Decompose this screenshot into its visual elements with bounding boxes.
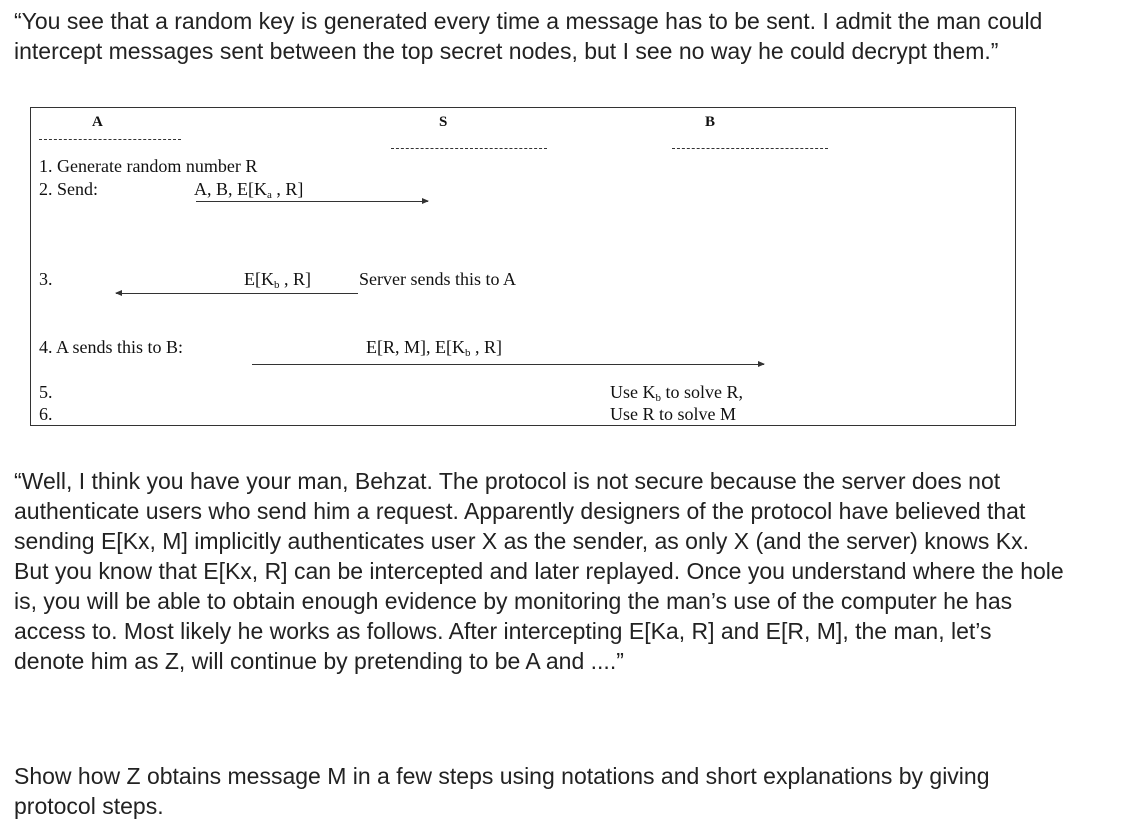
party-s-divider [391,148,547,149]
question-paragraph: Show how Z obtains message M in a few steps using notations and short explanations by giving protocol steps. [14,763,990,819]
step-4-arrow [252,364,764,365]
step-4-message: E[R, M], $E[K_b$ , R] [366,337,502,359]
step-5-text: Use $K_b$ to solve R, [610,382,744,404]
step-5-label: 5. [39,382,53,402]
step-2-label: 2. Send: [39,179,99,199]
party-s-label: S [439,114,448,130]
step-1-text: 1. Generate random number R [39,156,258,176]
analysis-paragraph: “Well, I think you have your man, Behzat. The protocol is not secure because the server does not authenticate users who send him a request. Apparently designers of the protocol have believed that sending E[Kx, M] implicitly authenticates user X as the sender, as only X (and the server) knows Kx. But you know that E[Kx, R] can be intercepted and later replayed. Once you understand where the hole is, you will be able to obtain enough evidence by monitoring the man’s use of the computer he has access to. Most likely he works as follows. After intercepting E[Ka, R] and E[R, M], the man, let’s denote him as Z, will continue by pretending to be A and ....” [14,468,1064,674]
party-a-label: A [92,114,103,130]
protocol-diagram [30,107,1016,426]
step-3-note: Server sends this to A [359,269,516,289]
step-2-arrow [196,201,428,202]
step-3-label: 3. [39,269,53,289]
step-3-arrow [116,293,358,294]
step-4-label: 4. A sends this to B: [39,337,184,357]
step-2-message: A, B, $E[K_a$ , R] [194,179,304,201]
step-6-label: 6. [39,404,53,424]
intro-paragraph: “You see that a random key is generated every time a message has to be sent. I admit the man could intercept messages sent between the top secret nodes, but I see no way he could decrypt them.” [14,8,1043,64]
step-6-text: Use R to solve M [610,404,736,424]
step-3-message: $E[K_b$ , R] [244,269,311,291]
party-b-divider [672,148,828,149]
party-a-divider [39,139,181,140]
party-b-label: B [705,114,716,130]
